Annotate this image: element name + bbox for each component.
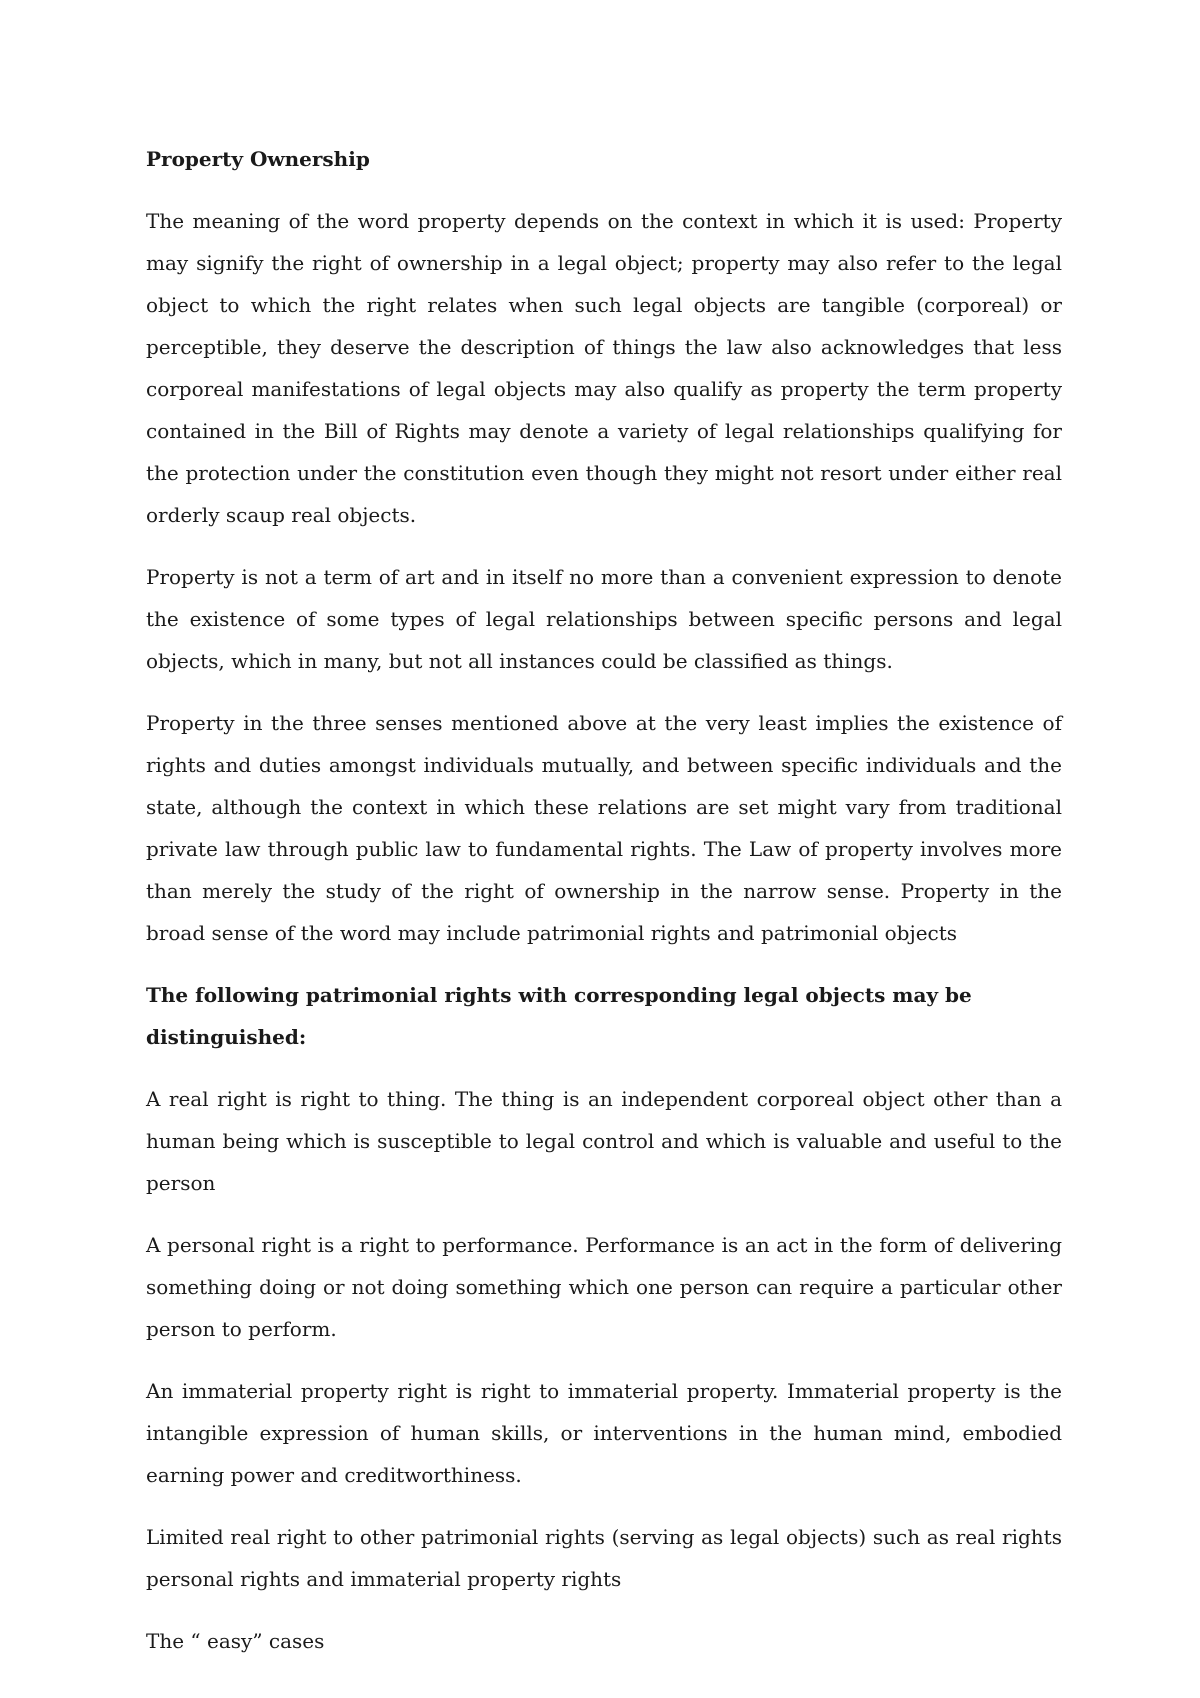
paragraph-immaterial-property-right: An immaterial property right is right to immaterial property. Immaterial property is the intangible expression of human skills, or interventions in the human mind, embodied earning power and creditworthiness.	[146, 1379, 1062, 1487]
paragraph-term-of-art: Property is not a term of art and in itself no more than a convenient expression to denote the existence of some types of legal relationships between specific persons and legal objects, which in many, but not all instances could be classified as things.	[146, 565, 1062, 673]
paragraph-limited-real-right: Limited real right to other patrimonial rights (serving as legal objects) such as real rights personal rights and immaterial property rights	[146, 1525, 1062, 1591]
easy-cases-heading: The “ easy” cases	[146, 1629, 325, 1653]
paragraph-three-senses: Property in the three senses mentioned above at the very least implies the existence of rights and duties amongst individuals mutually, and between specific individuals and the state, although the context in which these relations are set might vary from traditional private law through public law to fundamental rights. The Law of property involves more than merely the study of the right of ownership in the narrow sense. Property in the broad sense of the word may include patrimonial rights and patrimonial objects	[146, 711, 1062, 945]
paragraph-real-right: A real right is right to thing. The thing is an independent corporeal object other than a human being which is susceptible to legal control and which is valuable and useful to the person	[146, 1087, 1062, 1195]
patrimonial-rights-heading: The following patrimonial rights with corresponding legal objects may be distinguished:	[146, 983, 972, 1049]
document-page	[146, 138, 1062, 1682]
document-title: Property Ownership	[146, 147, 370, 171]
paragraph-personal-right: A personal right is a right to performance. Performance is an act in the form of delivering something doing or not doing something which one person can require a particular other person to perform.	[146, 1233, 1062, 1341]
paragraph-meaning-of-property: The meaning of the word property depends on the context in which it is used: Property may signify the right of ownership in a legal object; property may also refer to the legal object to which the right relates when such legal objects are tangible (corporeal) or perceptible, they deserve the description of things the law also acknowledges that less corporeal manifestations of legal objects may also qualify as property the term property contained in the Bill of Rights may denote a variety of legal relationships qualifying for the protection under the constitution even though they might not resort under either real orderly scaup real objects.	[146, 209, 1062, 527]
